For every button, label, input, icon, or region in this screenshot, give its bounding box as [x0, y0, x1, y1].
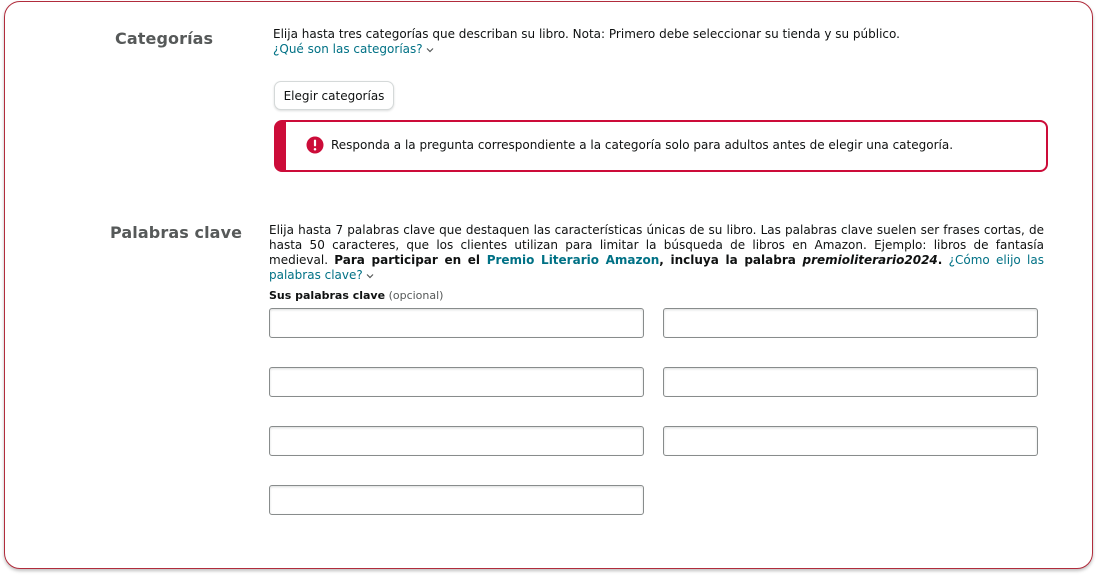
keywords-label-text: Sus palabras clave — [269, 289, 386, 302]
keyword-input-2[interactable] — [663, 308, 1038, 338]
keyword-input-1[interactable] — [269, 308, 644, 338]
choose-categories-button[interactable]: Elegir categorías — [274, 81, 394, 110]
categories-help-link[interactable]: ¿Qué son las categorías? — [273, 42, 423, 56]
error-icon — [306, 136, 324, 154]
chevron-down-icon[interactable] — [425, 46, 435, 54]
keyword-input-5[interactable] — [269, 426, 644, 456]
keywords-award-text-2: , incluya la palabra — [659, 253, 803, 267]
categories-description: Elija hasta tres categorías que describan su libro. Nota: Primero debe seleccionar su tienda y su público. — [273, 27, 900, 41]
award-keyword: premioliterario2024 — [802, 253, 938, 267]
keywords-description — [269, 223, 1044, 283]
keywords-award-text-3: . — [937, 253, 943, 267]
keyword-input-7[interactable] — [269, 485, 644, 515]
keyword-input-3[interactable] — [269, 367, 644, 397]
optional-label: (opcional) — [388, 289, 444, 302]
page-frame — [4, 1, 1093, 569]
keywords-field-label — [269, 289, 443, 302]
keywords-title: Palabras clave — [110, 223, 243, 242]
keyword-input-4[interactable] — [663, 367, 1038, 397]
keywords-award-text-1: Para participar en el — [334, 253, 487, 267]
alert-message: Responda a la pregunta correspondiente a la categoría solo para adultos antes de elegir una categoría. — [331, 138, 954, 152]
award-link[interactable]: Premio Literario Amazon — [486, 253, 660, 267]
chevron-down-icon[interactable] — [365, 272, 375, 280]
categories-description-block — [273, 27, 1053, 57]
categories-title: Categorías — [115, 29, 214, 48]
keywords-description-text: Elija hasta 7 palabras clave que destaquen las características únicas de su libro. Las palabras clave suelen ser frases cortas, de hasta 50 caracteres, que los clientes utilizan para limitar la búsqueda de libros en Amazon. Ejemplo: libros de fantasía medieval. — [269, 223, 1044, 267]
error-alert — [274, 120, 1048, 172]
keywords-help-link[interactable]: ¿Cómo elijo las palabras clave? — [269, 253, 1044, 282]
keyword-input-6[interactable] — [663, 426, 1038, 456]
